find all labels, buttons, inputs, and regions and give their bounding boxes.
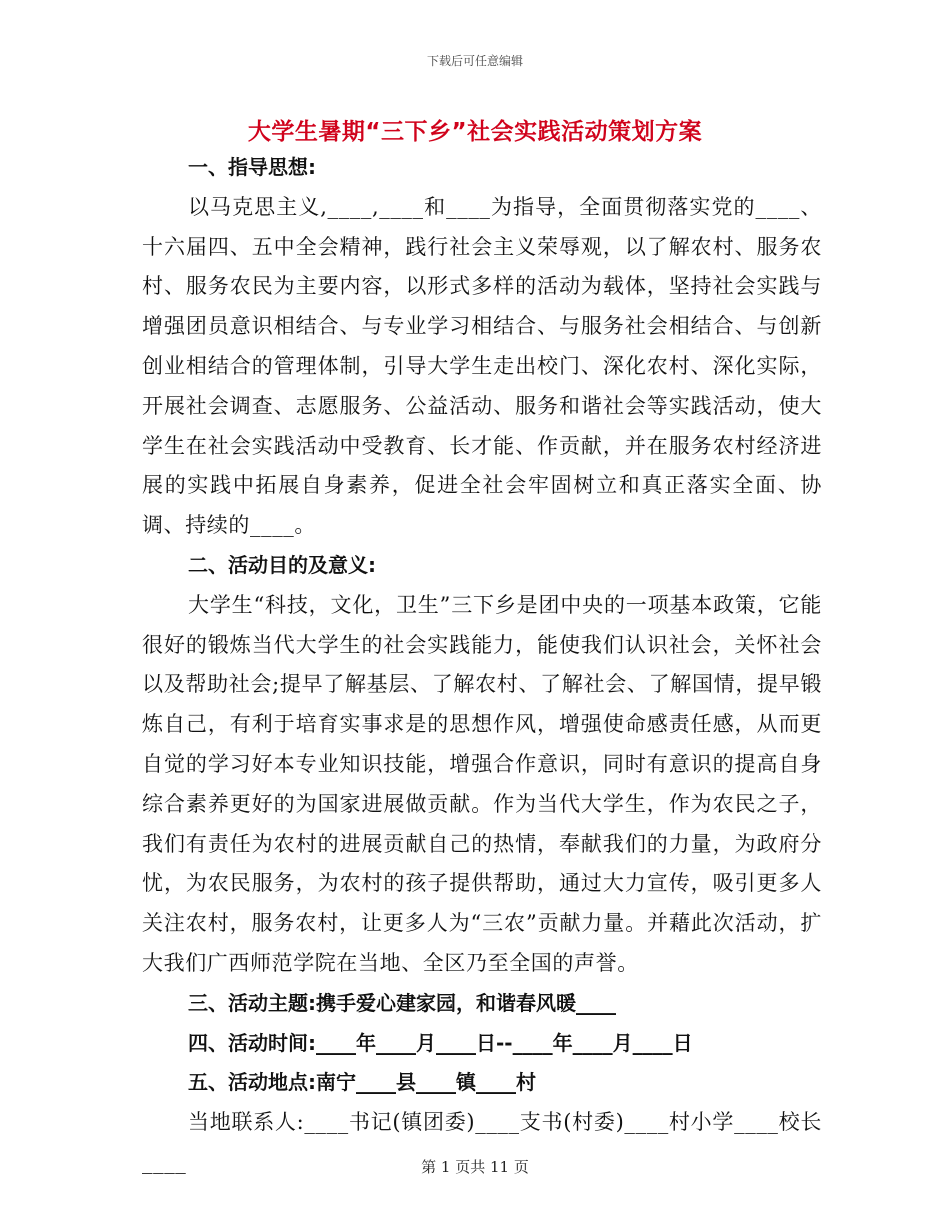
section-heading-guiding-ideology: 一、指导思想: — [188, 155, 316, 179]
section-heading-location: 五、活动地点:南宁____县____镇____村 — [188, 1070, 536, 1095]
page-number: 第 1 页共 11 页 — [421, 1158, 529, 1176]
section-heading-time: 四、活动时间:____年____月____日--____年____月____日 — [188, 1030, 693, 1055]
page-header-note: 下载后可任意编辑 — [426, 54, 523, 68]
paragraph-purpose: 大学生“科技，文化，卫生”三下乡是团中央的一项基本政策，它能很好的锻炼当代大学生的社会实践能力，能使我们认识社会，关怀社会以及帮助社会;提早了解基层、了解农村、了解社会、了解国情，提早锻炼自己，有利于培育实事求是的思想作风，增强使命感责任感，从而更自觉的学习好本专业知识技能，增强合作意识，同时有意识的提高自身综合素养更好的为国家进展做贡献。作为当代大学生，作为农民之子，我们有责任为农村的进展贡献自己的热情，奉献我们的力量，为政府分忧，为农民服务，为农村的孩子提供帮助，通过大力宣传，吸引更多人关注农村，服务农村，让更多人为“三农”贡献力量。并藉此次活动，扩大我们广西师范学院在当地、全区乃至全国的声誉。 — [142, 592, 822, 975]
paragraph-contact: 当地联系人:____书记(镇团委)____支书(村委)____村小学____校长____ — [142, 1110, 822, 1174]
paragraph-guiding-ideology: 以马克思主义,____,____和____为指导，全面贯彻落实党的____、十六届四、五中全会精神，践行社会主义荣辱观，以了解农村、服务农村、服务农民为主要内容，以形式多样的活动为载体，坚持社会实践与增强团员意识相结合、与专业学习相结合、与服务社会相结合、与创新创业相结合的管理体制，引导大学生走出校门、深化农村、深化实际，开展社会调查、志愿服务、公益活动、服务和谐社会等实践活动，使大学生在社会实践活动中受教育、长才能、作贡献，并在服务农村经济进展的实践中拓展自身素养，促进全社会牢固树立和真正落实全面、协调、持续的____。 — [142, 194, 822, 538]
section-heading-purpose: 二、活动目的及意义: — [188, 552, 376, 577]
document-body — [142, 148, 822, 1183]
section-heading-theme: 三、活动主题:携手爱心建家园，和谐春风暖____ — [188, 990, 616, 1015]
document-title: 大学生暑期“三下乡”社会实践活动策划方案 — [247, 119, 703, 145]
